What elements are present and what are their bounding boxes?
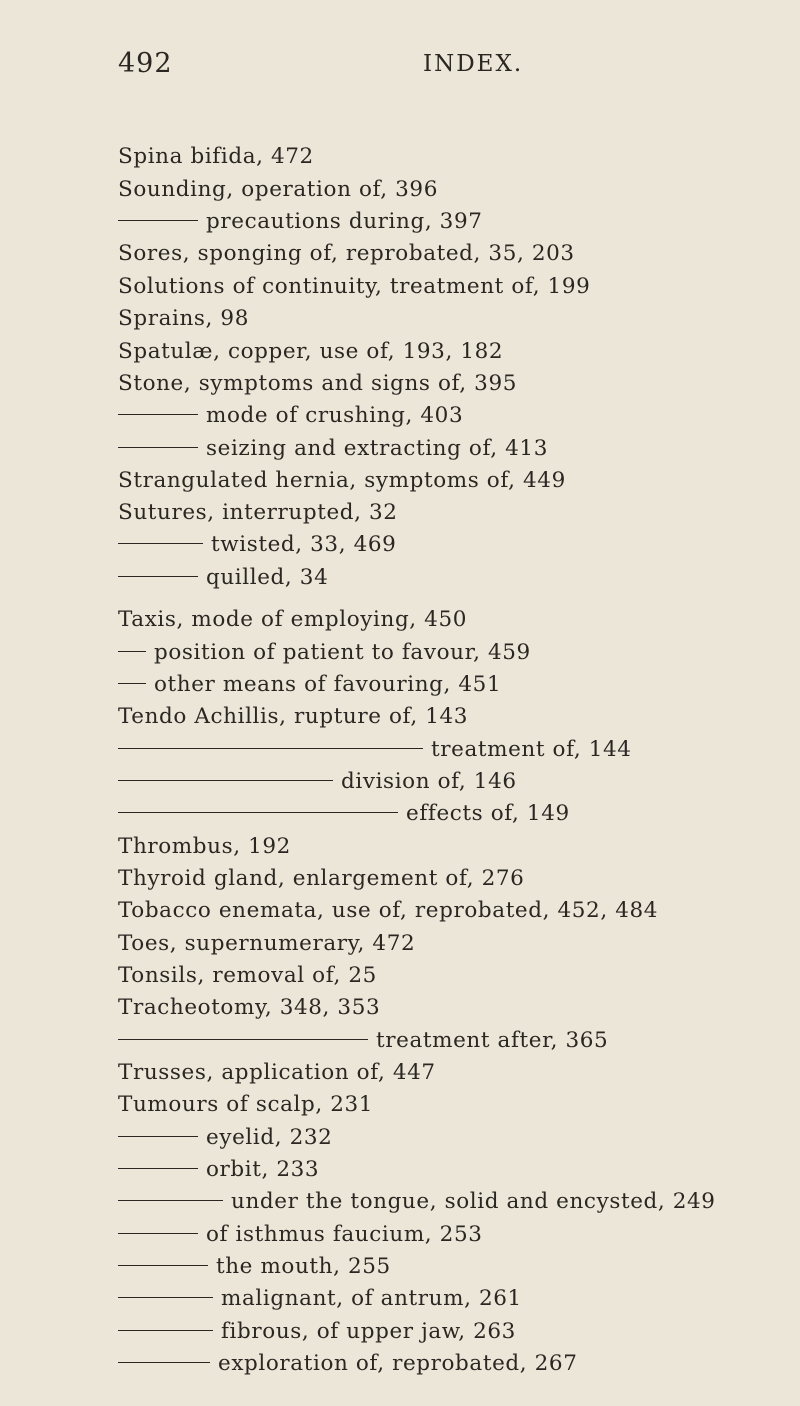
index-entry (118, 1121, 332, 1155)
index-entry (118, 765, 517, 799)
index-entry (118, 561, 328, 595)
entry-text: quilled, 34 (206, 565, 329, 590)
index-entry (118, 862, 524, 896)
index-entry (118, 528, 396, 562)
entry-text: exploration of, reprobated, 267 (218, 1351, 578, 1376)
index-entry (118, 270, 590, 304)
index-entry (118, 1218, 483, 1252)
entry-text: Spina bifida, 472 (118, 144, 314, 169)
ditto-dash (118, 447, 198, 448)
ditto-dash (118, 576, 198, 577)
index-entry (118, 1347, 577, 1381)
ditto-dash (118, 1039, 368, 1040)
entry-text: orbit, 233 (206, 1157, 320, 1182)
index-entry (118, 1315, 516, 1349)
ditto-dash (118, 748, 423, 749)
ditto-dash (118, 1200, 223, 1201)
index-entry (118, 399, 463, 433)
ditto-dash (118, 812, 398, 813)
entry-text: eyelid, 232 (206, 1125, 333, 1150)
index-entry (118, 636, 531, 670)
index-entry (118, 367, 517, 401)
ditto-dash (118, 651, 146, 652)
index-entry (118, 668, 501, 702)
index-entry (118, 1088, 373, 1122)
index-entry (118, 894, 658, 928)
entry-text: Toes, supernumerary, 472 (118, 931, 416, 956)
entry-text: of isthmus faucium, 253 (206, 1222, 483, 1247)
index-entry (118, 432, 548, 466)
index-entry (118, 335, 503, 369)
entry-text: treatment after, 365 (376, 1028, 609, 1053)
ditto-dash (118, 543, 203, 544)
entry-text: Trusses, application of, 447 (118, 1060, 436, 1085)
running-head: INDEX. (423, 51, 524, 77)
ditto-dash (118, 1136, 198, 1137)
index-entry (118, 830, 291, 864)
index-entry (118, 603, 467, 637)
entry-text: Solutions of continuity, treatment of, 199 (118, 274, 591, 299)
entry-text: precautions during, 397 (206, 209, 483, 234)
ditto-dash (118, 1297, 213, 1298)
index-entry (118, 1056, 436, 1090)
entry-text: Taxis, mode of employing, 450 (118, 607, 468, 632)
ditto-dash (118, 414, 198, 415)
entry-text: Strangulated hernia, symptoms of, 449 (118, 468, 566, 493)
ditto-dash (118, 1265, 208, 1266)
entry-text: Sprains, 98 (118, 306, 249, 331)
index-entry (118, 1250, 391, 1284)
entry-text: treatment of, 144 (431, 737, 632, 762)
index-entry (118, 1153, 319, 1187)
ditto-dash (118, 1362, 210, 1363)
ditto-dash (118, 683, 146, 684)
index-entry (118, 140, 314, 174)
index-entry (118, 205, 483, 239)
entry-text: Tracheotomy, 348, 353 (118, 995, 381, 1020)
entry-text: Spatulæ, copper, use of, 193, 182 (118, 339, 504, 364)
entry-text: fibrous, of upper jaw, 263 (221, 1319, 516, 1344)
page-number: 492 (118, 48, 173, 79)
entry-text: Sores, sponging of, reprobated, 35, 203 (118, 241, 575, 266)
ditto-dash (118, 1233, 198, 1234)
entry-text: Tendo Achillis, rupture of, 143 (118, 704, 469, 729)
entry-text: division of, 146 (341, 769, 517, 794)
entry-text: mode of crushing, 403 (206, 403, 464, 428)
entry-text: Stone, symptoms and signs of, 395 (118, 371, 518, 396)
entry-text: seizing and extracting of, 413 (206, 436, 548, 461)
index-entry (118, 496, 398, 530)
entry-text: Thyroid gland, enlargement of, 276 (118, 866, 525, 891)
index-entry (118, 991, 380, 1025)
entry-text: position of patient to favour, 459 (154, 640, 531, 665)
ditto-dash (118, 780, 333, 781)
entry-text: Thrombus, 192 (118, 834, 291, 859)
entry-text: Sutures, interrupted, 32 (118, 500, 398, 525)
entry-text: Tonsils, removal of, 25 (118, 963, 377, 988)
index-entry (118, 237, 575, 271)
entry-text: effects of, 149 (406, 801, 570, 826)
entry-text: Sounding, operation of, 396 (118, 177, 438, 202)
ditto-dash (118, 1168, 198, 1169)
index-entry (118, 733, 632, 767)
ditto-dash (118, 1330, 213, 1331)
entry-text: under the tongue, solid and encysted, 249 (231, 1189, 716, 1214)
entry-text: the mouth, 255 (216, 1254, 391, 1279)
entry-text: twisted, 33, 469 (211, 532, 397, 557)
index-entry (118, 464, 566, 498)
entry-text: malignant, of antrum, 261 (221, 1286, 522, 1311)
index-entry (118, 1282, 522, 1316)
entry-text: other means of favouring, 451 (154, 672, 502, 697)
index-entry (118, 1024, 608, 1058)
index-entry (118, 959, 377, 993)
index-entry (118, 797, 570, 831)
index-entry (118, 1185, 716, 1219)
index-entry (118, 302, 249, 336)
index-entry (118, 173, 438, 207)
index-entry (118, 700, 468, 734)
entry-text: Tobacco enemata, use of, reprobated, 452, 484 (118, 898, 659, 923)
ditto-dash (118, 220, 198, 221)
index-entry (118, 927, 415, 961)
entry-text: Tumours of scalp, 231 (118, 1092, 374, 1117)
